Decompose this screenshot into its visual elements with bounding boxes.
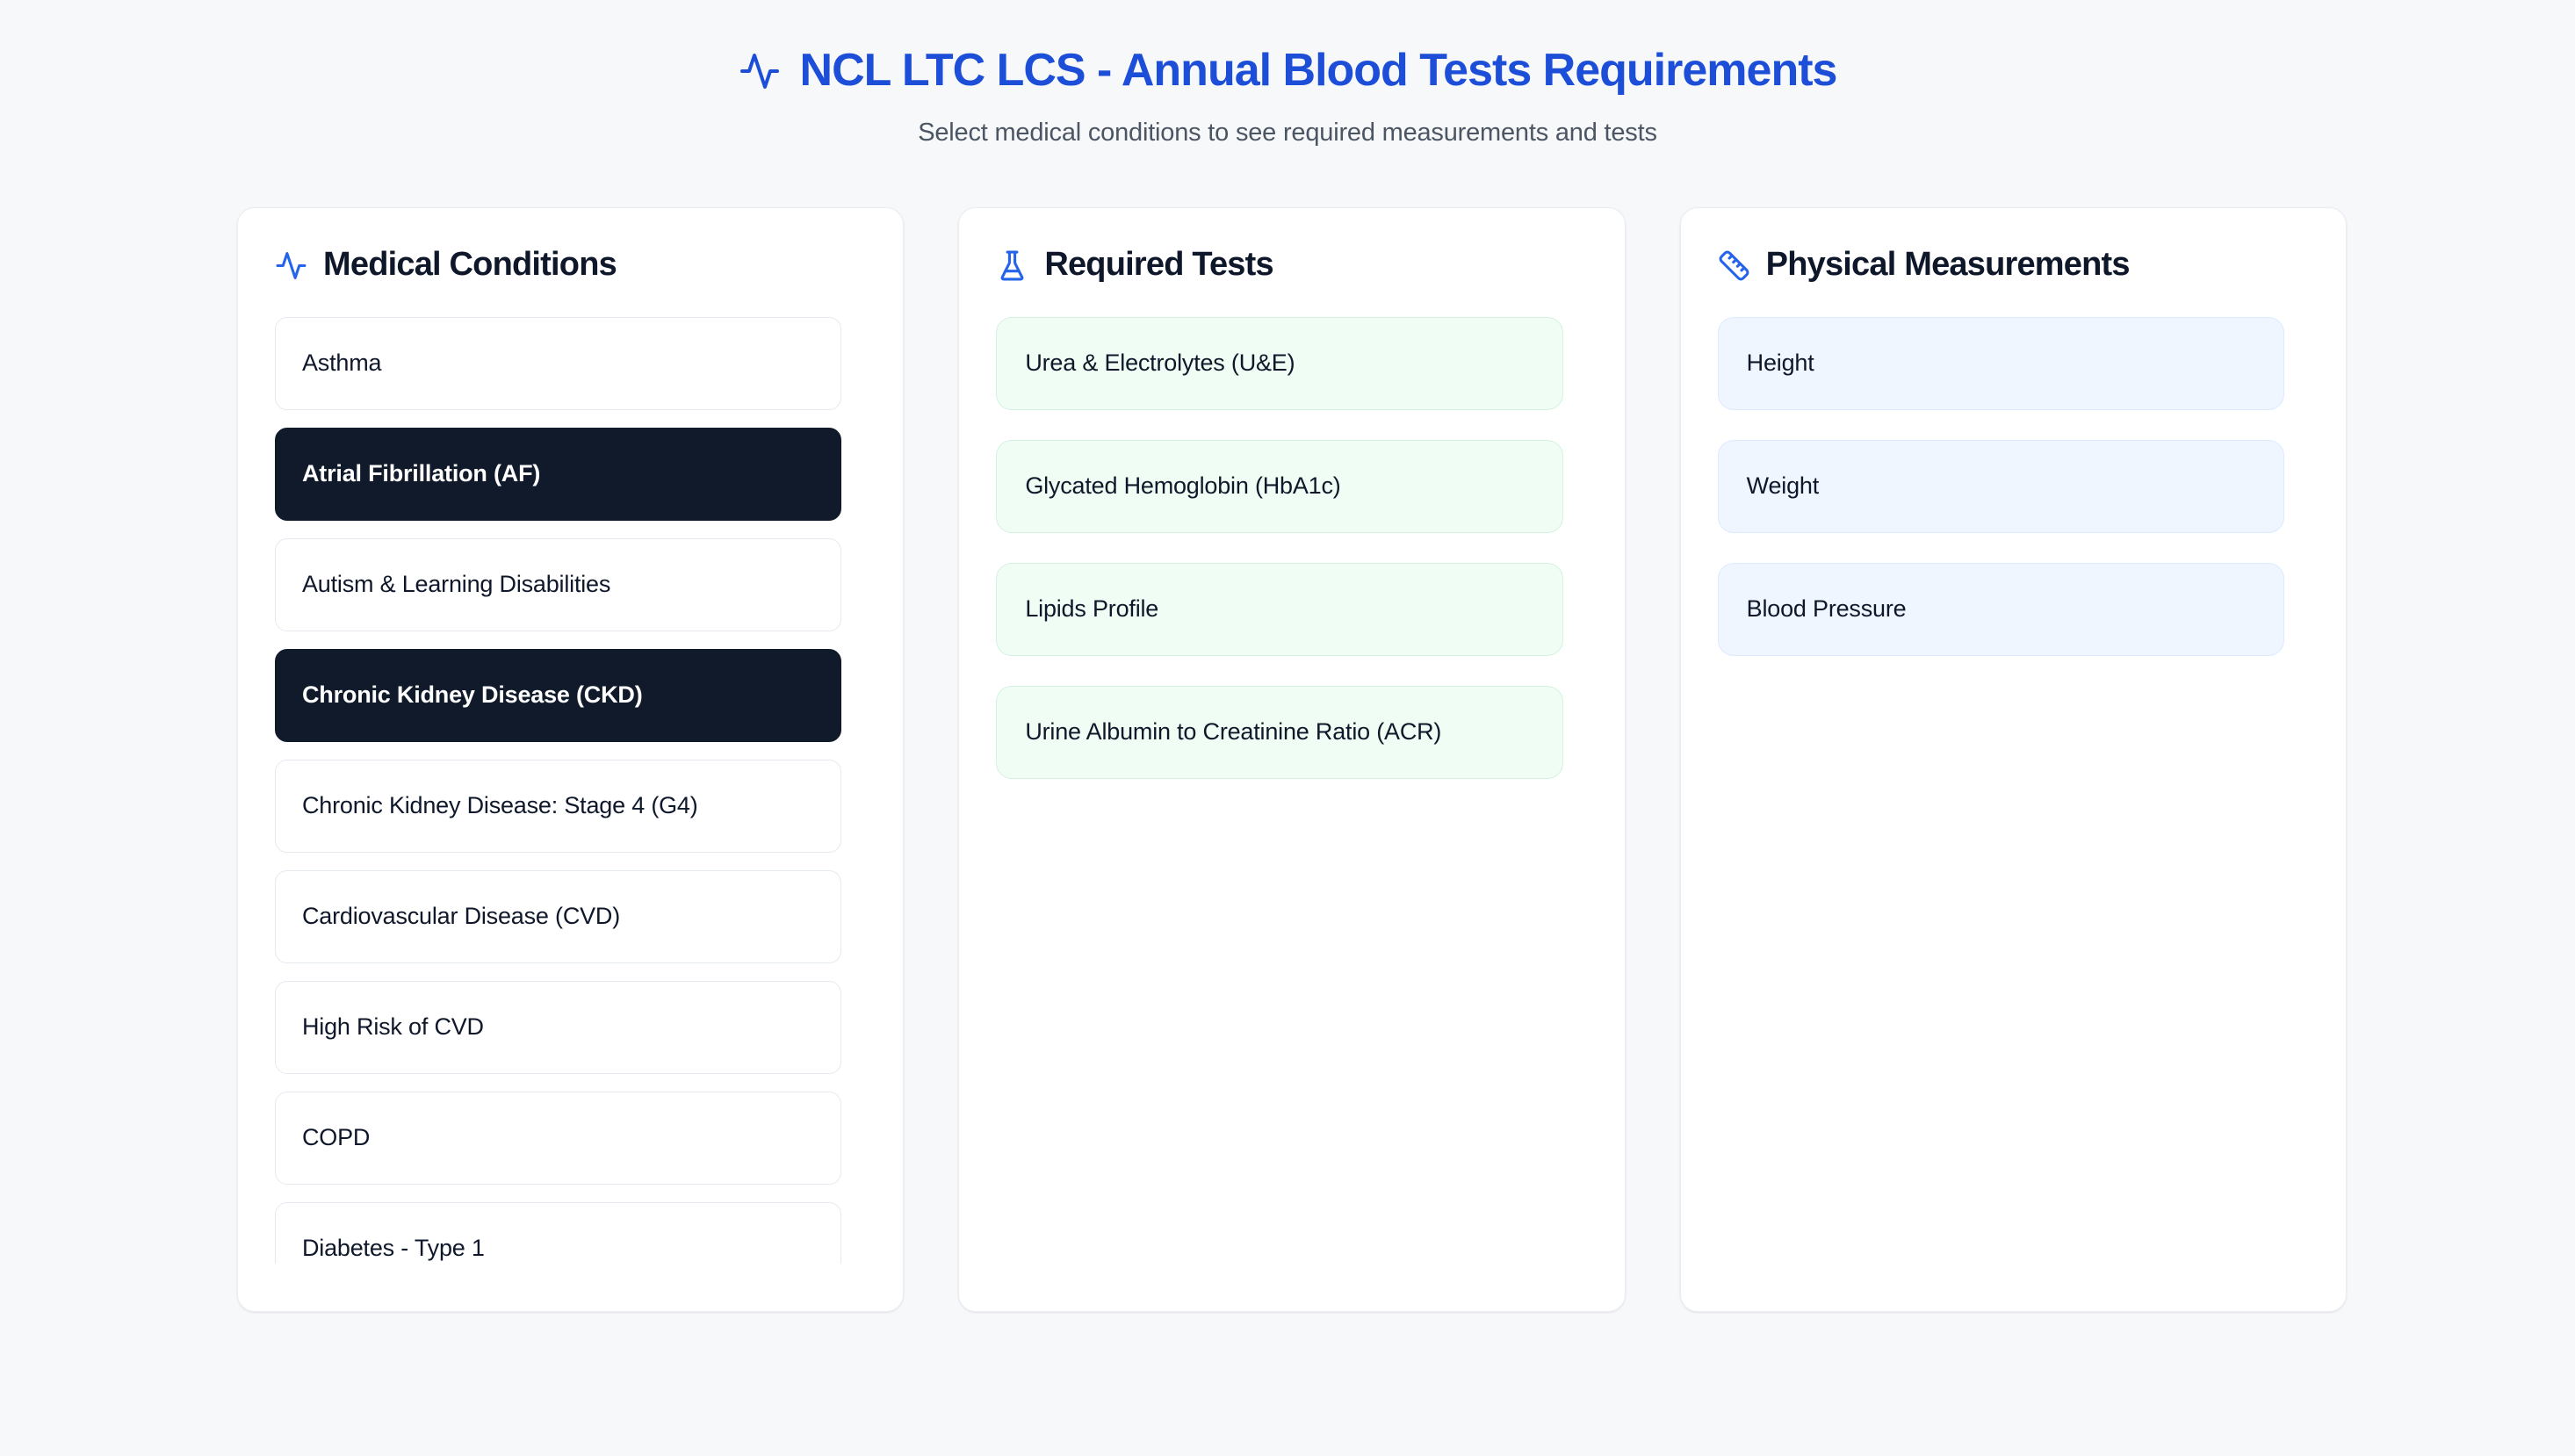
flask-icon xyxy=(996,249,1028,282)
measurement-item xyxy=(1718,563,2284,656)
measurement-label: Height xyxy=(1746,350,1814,377)
condition-label: High Risk of CVD xyxy=(302,1013,484,1041)
condition-item[interactable] xyxy=(275,649,841,742)
test-item xyxy=(996,686,1562,779)
activity-icon xyxy=(275,249,307,282)
test-label: Urea & Electrolytes (U&E) xyxy=(1025,350,1295,377)
condition-label: Cardiovascular Disease (CVD) xyxy=(302,903,621,930)
panel-title-measurements xyxy=(1718,247,2309,284)
condition-label: Chronic Kidney Disease: Stage 4 (G4) xyxy=(302,792,698,819)
condition-item[interactable] xyxy=(275,870,841,963)
page-title: NCL LTC LCS - Annual Blood Tests Requirements xyxy=(799,45,1837,96)
main-content xyxy=(237,207,2347,1312)
activity-icon xyxy=(739,50,781,92)
test-label: Lipids Profile xyxy=(1025,595,1159,623)
page-subtitle: Select medical conditions to see required measurements and tests xyxy=(918,119,1657,148)
condition-label: Chronic Kidney Disease (CKD) xyxy=(302,681,643,709)
condition-label: Diabetes - Type 1 xyxy=(302,1235,485,1262)
test-item xyxy=(996,440,1562,533)
measurement-label: Blood Pressure xyxy=(1746,595,1907,623)
condition-label: Autism & Learning Disabilities xyxy=(302,571,611,598)
measurement-item xyxy=(1718,317,2284,410)
app-header xyxy=(0,0,2575,148)
condition-label: Asthma xyxy=(302,350,382,377)
tests-list xyxy=(996,317,1587,779)
test-label: Glycated Hemoglobin (HbA1c) xyxy=(1025,472,1341,500)
condition-item[interactable] xyxy=(275,760,841,853)
condition-item[interactable] xyxy=(275,1092,841,1185)
panel-title-tests xyxy=(996,247,1587,284)
measurement-item xyxy=(1718,440,2284,533)
medical-conditions-panel xyxy=(237,207,904,1312)
condition-item[interactable] xyxy=(275,428,841,521)
condition-item[interactable] xyxy=(275,981,841,1074)
test-item xyxy=(996,563,1562,656)
panel-title-label: Medical Conditions xyxy=(323,246,617,284)
measurements-list xyxy=(1718,317,2309,656)
test-label: Urine Albumin to Creatinine Ratio (ACR) xyxy=(1025,718,1442,746)
measurement-label: Weight xyxy=(1746,472,1820,500)
conditions-list[interactable] xyxy=(275,317,866,1264)
ruler-icon xyxy=(1718,249,1750,282)
condition-item[interactable] xyxy=(275,538,841,631)
condition-label: Atrial Fibrillation (AF) xyxy=(302,460,541,487)
panel-title-label: Required Tests xyxy=(1044,246,1273,284)
required-tests-panel xyxy=(958,207,1625,1312)
physical-measurements-panel xyxy=(1680,207,2347,1312)
condition-label: COPD xyxy=(302,1124,371,1151)
test-item xyxy=(996,317,1562,410)
condition-item[interactable] xyxy=(275,317,841,410)
panel-title-label: Physical Measurements xyxy=(1765,246,2130,284)
condition-item[interactable] xyxy=(275,1202,841,1264)
panel-title-conditions xyxy=(275,247,866,284)
